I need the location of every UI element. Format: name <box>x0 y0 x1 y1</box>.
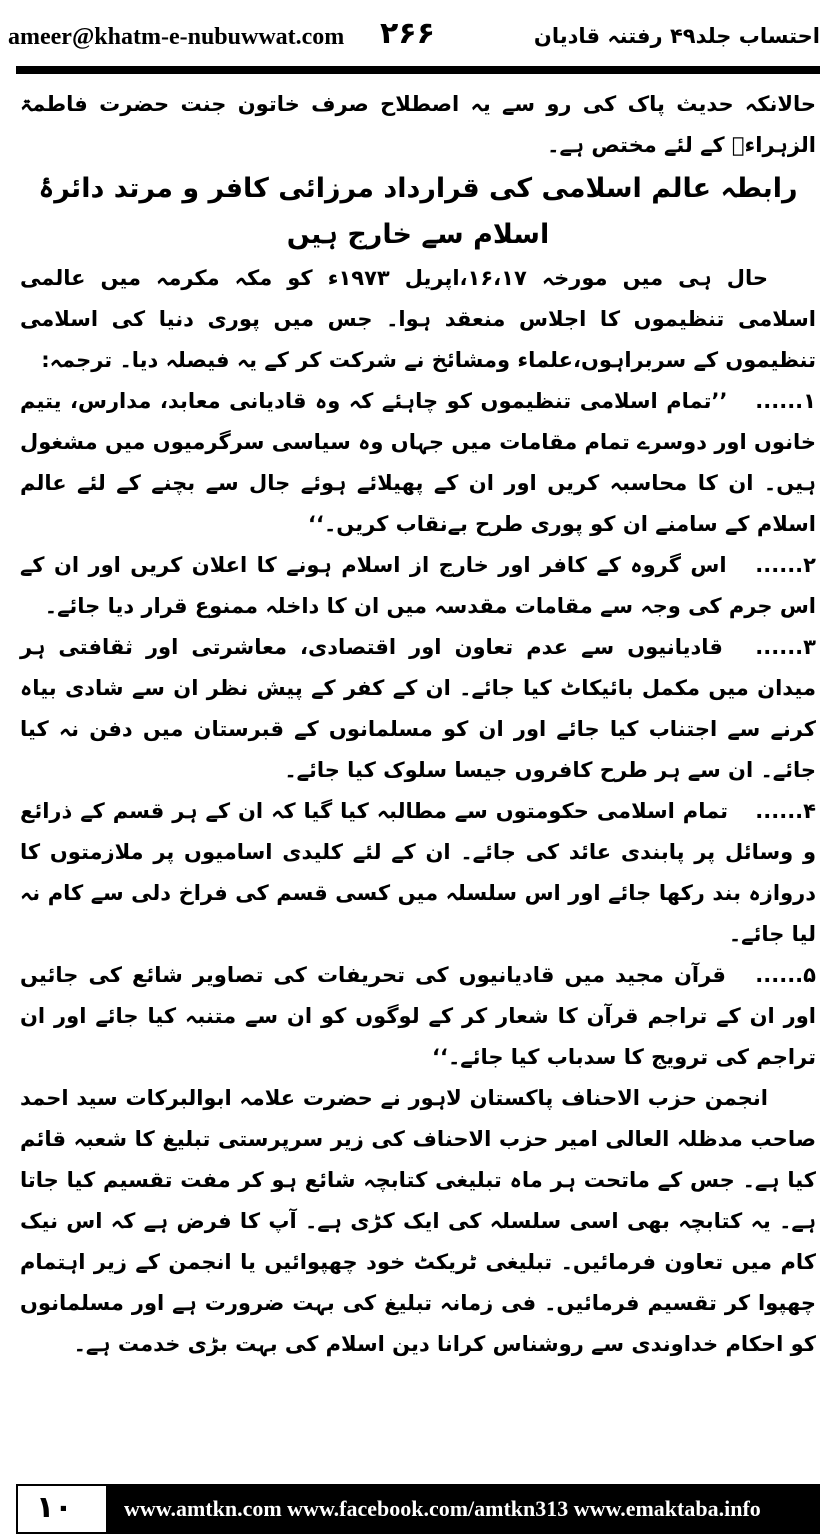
item-text: ’’تمام اسلامی تنظیموں کو چاہئے کہ وہ قادیانی معابد، مدارس، یتیم خانوں اور دوسرے تمام مقامات میں جہاں وہ سیاسی سرگرمیوں میں مشغول ہیں۔ ان کا محاسبہ کریں اور ان کے پھیلائے ہوئے جال سے بچنے کے لئے عالم اسلام کے سامنے ان کو پوری طرح بےنقاب کریں۔‘‘ <box>20 389 816 536</box>
page-footer <box>16 1484 820 1534</box>
item-number: ۳...... <box>755 635 816 659</box>
header-rule <box>16 66 820 74</box>
footer-page-box <box>16 1484 108 1534</box>
resolution-item-2 <box>20 545 816 627</box>
body-paragraph-2: انجمن حزب الاحناف پاکستان لاہور نے حضرت علامہ ابوالبرکات سید احمد صاحب مدظلہ العالی امیر حزب الاحناف کی زیر سرپرستی تبلیغ کا شعبہ قائم کیا ہے۔ جس کے ماتحت ہر ماہ تبلیغی کتابچہ شائع ہو کر مفت تقسیم کیا جاتا ہے۔ یہ کتابچہ بھی اسی سلسلہ کی ایک کڑی ہے۔ آپ کا فرض ہے کہ اس نیک کام میں تعاون فرمائیں۔ تبلیغی ٹریکٹ خود چھپوائیں یا انجمن کے زیر اہتمام چھپوا کر تقسیم فرمائیں۔ فی زمانہ تبلیغ کی بہت ضرورت ہے اور مسلمانوں کو احکام خداوندی سے روشناس کرانا دین اسلام کی بہت بڑی خدمت ہے۔ <box>20 1086 816 1356</box>
body-paragraph-1: حال ہی میں مورخہ ۱۶،۱۷،اپریل ۱۹۷۳ء کو مکہ مکرمہ میں عالمی اسلامی تنظیموں کا اجلاس منعقد ہوا۔ جس میں پوری دنیا کی اسلامی تنظیموں کے سربراہوں،علماء ومشائخ نے شرکت کر کے یہ فیصلہ دیا۔ ترجمہ: <box>20 266 816 372</box>
resolution-item-5 <box>20 955 816 1078</box>
section-heading: رابطہ عالم اسلامی کی قرارداد مرزائی کافر و مرتد دائرۂ اسلام سے خارج ہیں <box>38 173 798 250</box>
item-text: تمام اسلامی حکومتوں سے مطالبہ کیا گیا کہ ان کے ہر قسم کے ذرائع و وسائل پر پابندی عائد کی جائے۔ ان کے لئے کلیدی اسامیوں پر ملازمتوں کا دروازہ بند رکھا جائے اور اس سلسلہ میں کسی قسم کی فراخ دلی سے کام نہ لیا جائے۔ <box>20 799 816 946</box>
item-number: ۲...... <box>755 553 816 577</box>
item-number: ۴...... <box>755 799 816 823</box>
page-body <box>20 84 816 1456</box>
item-number: ۱...... <box>755 389 816 413</box>
page-header <box>8 14 820 64</box>
footer-page-number: ۱۰ <box>36 1490 73 1525</box>
intro-paragraph: حالانکہ حدیث پاک کی رو سے یہ اصطلاح صرف خاتون جنت حضرت فاطمۃ الزہراءؓ کے لئے مختص ہے۔ <box>20 92 816 157</box>
header-book-title: احتساب جلد۴۹ رفتنہ قادیان <box>533 24 820 48</box>
header-page-number: ۲۶۶ <box>380 16 435 51</box>
resolution-item-1 <box>20 381 816 545</box>
item-number: ۵...... <box>755 963 816 987</box>
item-text: اس گروہ کے کافر اور خارج از اسلام ہونے کا اعلان کریں اور ان کے اس جرم کی وجہ سے مقامات مقدسہ میں ان کا داخلہ ممنوع قرار دیا جائے۔ <box>20 553 816 618</box>
footer-urls: www.amtkn.com www.facebook.com/amtkn313 www.emaktaba.info <box>124 1496 761 1521</box>
header-email: ameer@khatm-e-nubuwwat.com <box>8 24 345 50</box>
resolution-item-4 <box>20 791 816 955</box>
resolution-item-3 <box>20 627 816 791</box>
item-text: قادیانیوں سے عدم تعاون اور اقتصادی، معاشرتی اور ثقافتی ہر میدان میں مکمل بائیکاٹ کیا جائے۔ ان کے کفر کے پیش نظر ان سے شادی بیاہ کرنے سے اجتناب کیا جائے اور ان کو مسلمانوں کے قبرستان میں دفن نہ کیا جائے۔ ان سے ہر طرح کافروں جیسا سلوک کیا جائے۔ <box>20 635 816 782</box>
item-text: قرآن مجید میں قادیانیوں کی تحریفات کی تصاویر شائع کی جائیں اور ان کے تراجم قرآن کا شعار کر کے لوگوں کو ان سے متنبہ کیا جائے اور ان تراجم کی ترویج کا سدباب کیا جائے۔‘‘ <box>20 963 816 1069</box>
